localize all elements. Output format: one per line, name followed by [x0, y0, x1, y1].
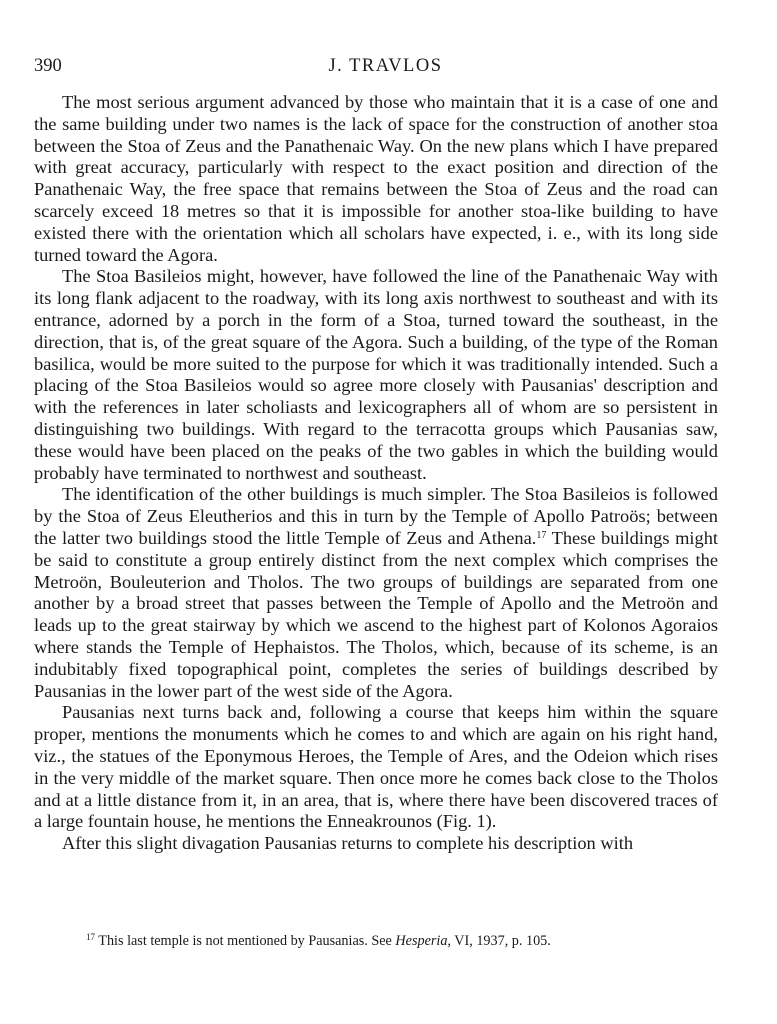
page-header	[34, 56, 737, 82]
running-head: J. TRAVLOS	[328, 56, 443, 76]
paragraph-3-text: The identification of the other buildings is much simpler. The Stoa Basileios is followed by the Stoa of Zeus Eleutherios and this in turn by the Temple of Apollo Patroös; between the latter two buildings stood the little Temple of Zeus and Athena.	[34, 484, 718, 548]
footnote-journal: Hesperia,	[395, 933, 451, 949]
footnote-reference: 17	[536, 529, 547, 541]
paragraph-4: Pausanias next turns back and, following a course that keeps him within the square proper, mentions the monuments which he comes to and which are again on his right hand, viz., the statues of the Eponymous Heroes, the Temple of Ares, and the Odeion which rises in the very middle of the market square. Then once more he comes back close to the Tholos and at a little distance from it, in an area, that is, where there have been discovered traces of a large fountain house, he mentions the Enneakrounos (Fig. 1).	[34, 702, 718, 832]
paragraph-3-continuation: These buildings might be said to constitute a group entirely distinct from the next complex which comprises the Metroön, Bouleuterion and Tholos. The two groups of buildings are separated from one another by a broad street that passes between the Temple of Apollo and the Metroön and leads up to the great stairway by which we ascend to the highest part of Kolonos Agoraios where stands the Temple of Hephaistos. The Tholos, which, because of its scheme, is an indubitably fixed topographical point, completes the series of buildings described by Pausanias in the lower part of the west side of the Agora.	[34, 527, 718, 701]
footnote-citation: VI, 1937, p. 105.	[450, 933, 551, 949]
footnote	[86, 932, 726, 950]
paragraph-3	[34, 484, 718, 702]
paragraph-5: After this slight divagation Pausanias returns to complete his description with	[62, 833, 634, 854]
body-text	[34, 92, 718, 855]
footnote-text: This last temple is not mentioned by Pausanias. See	[98, 933, 396, 949]
footnote-marker: 17	[86, 932, 95, 942]
paragraph-2: The Stoa Basileios might, however, have followed the line of the Panathenaic Way with its long flank adjacent to the roadway, with its long axis northwest to southeast and with its entrance, adorned by a porch in the form of a Stoa, turned toward the southeast, in the direction, that is, of the great square of the Agora. Such a building, of the type of the Roman basilica, would be more suited to the purpose for which it was traditionally intended. Such a placing of the Stoa Basileios would so agree more closely with Pausanias' description and with the references in later scholiasts and lexicographers all of whom are so persistent in distinguishing two buildings. With regard to the terracotta groups which Pausanias saw, these would have been placed on the peaks of the two gables in which the building would probably have terminated to northwest and southeast.	[34, 266, 718, 483]
page-number: 390	[34, 56, 62, 76]
paragraph-1: The most serious argument advanced by those who maintain that it is a case of one and the same building under two names is the lack of space for the construction of another stoa between the Stoa of Zeus and the Panathenaic Way. On the new plans which I have prepared with great accuracy, particularly with respect to the exact position and direction of the Panathenaic Way, the free space that remains between the Stoa of Zeus and the road can scarcely exceed 18 metres so that it is impossible for another stoa-like building to have existed there with the orientation which all scholars have expected, i. e., with its long side turned toward the Agora.	[34, 92, 718, 265]
